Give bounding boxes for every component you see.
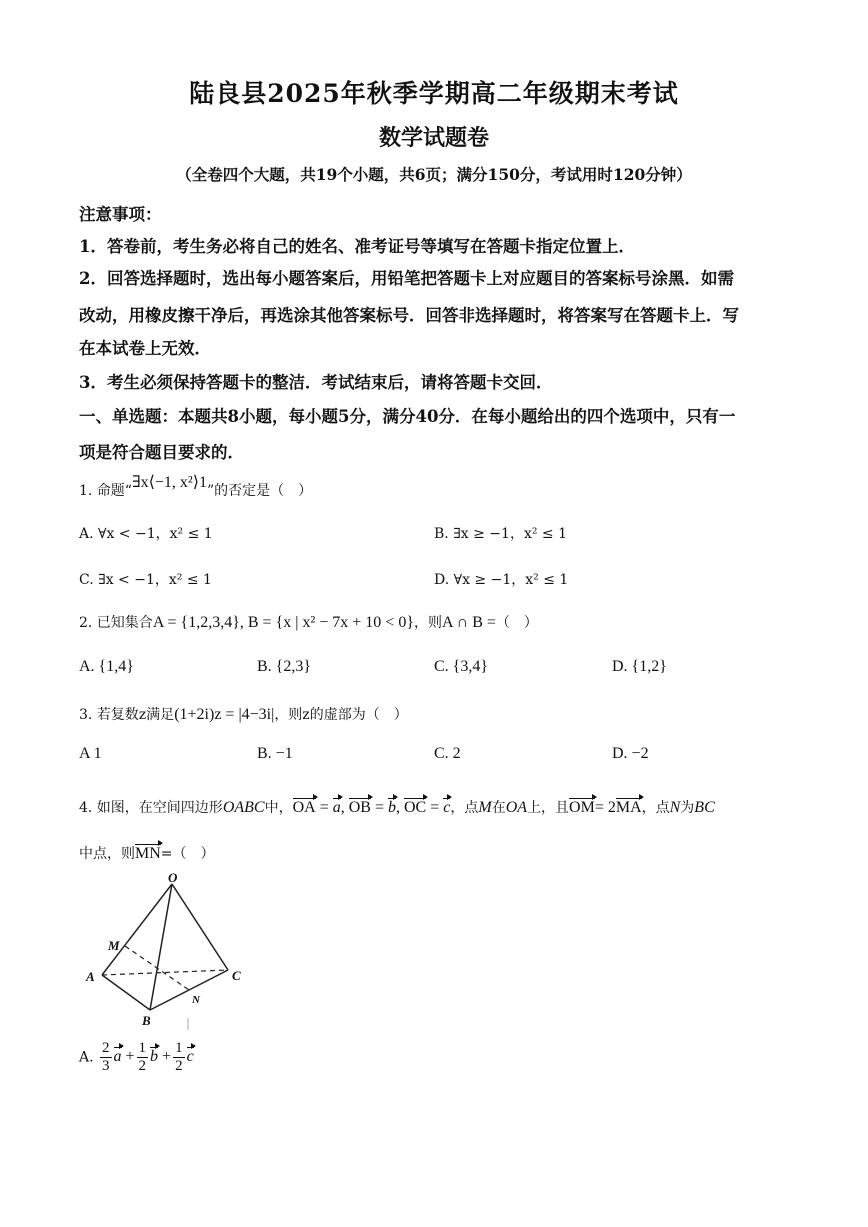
question-3-suffix: ，则z的虚部为（ ） [274,707,408,723]
question-1-option-d: D. ∀x ≥ −1，x² ≤ 1 [434,572,569,588]
segment-bc: BC [694,799,715,816]
question-4-text-h: 中点，则 [79,846,135,862]
question-1-prefix: 1. 命题“ [79,483,132,499]
question-3-option-d: D. −2 [612,745,649,762]
label-a: A [86,969,95,984]
question-2-option-d: D. {1,2} [612,658,667,675]
label-c: C [232,968,241,983]
question-4-text-e: 上，且 [527,800,570,816]
question-1-option-b: B. ∃x ≥ −1，x² ≤ 1 [434,526,567,542]
edge-oa [102,884,172,975]
notice-item-1: 1．答卷前，考生务必将自己的姓名、准考证号等填写在答题卡指定位置上． [79,237,635,256]
vector-ob: OB [348,799,371,816]
question-4-line-2 [79,843,215,863]
edge-oc [172,884,228,970]
vector-c: c [443,799,451,816]
question-2-option-a: A. {1,4} [79,658,134,675]
question-3-option-a: A 1 [79,745,102,762]
vector-oc: OC [404,799,427,816]
question-4-text-i: =（ ） [160,846,215,862]
section-1-line-1: 一、单选题：本题共8小题，每小题5分，满分40分．在每小题给出的四个选项中，只有一 [79,407,736,426]
notice-item-2-line-3: 在本试卷上无效． [79,339,211,358]
question-3-prefix: 3. 若复数z满足 [79,707,175,723]
notice-heading: 注意事项： [79,205,162,224]
exam-subject: 数学试题卷 [378,125,489,151]
question-2: 2. 已知集合A = {1,2,3,4}, B = {x | x² − 7x + 10 < 0}，则A ∩ B =（ ） [79,614,538,631]
question-2-option-b: B. {2,3} [257,658,312,675]
label-b: B [142,1013,151,1028]
question-3-option-c: C. 2 [434,745,461,762]
question-4-option-a [79,1040,194,1075]
question-4-text-f: ，点 [641,800,670,816]
point-m: M [478,799,492,816]
question-4-text-d: 在 [491,800,506,816]
vector-om: OM [569,799,595,816]
vector-ma: MA [615,799,642,816]
exam-title: 陆良县2025年秋季学期高二年级期末考试 [189,79,679,108]
question-1 [79,474,313,500]
question-2-set-b: B = {x | x² − 7x + 10 < 0} [247,614,414,631]
question-4-text-a: 4. 如图，在空间四边形 [79,800,223,816]
question-3-option-b: B. −1 [257,745,293,762]
question-4-text-c: ，点 [450,800,479,816]
vector-a: a [332,799,341,816]
notice-item-3: 3．考生必须保持答题卡的整洁．考试结束后，请将答题卡交回． [79,373,553,392]
equals-two: = 2 [594,799,616,816]
edge-bc [150,970,228,1010]
notice-item-2-line-2: 改动，用橡皮擦干净后，再选涂其他答案标号．回答非选择题时，将答案写在答题卡上．写 [79,306,739,325]
question-4-text-b: 中， [264,800,293,816]
section-1-line-2: 项是符合题目要求的． [79,443,244,462]
question-3-expression: (1+2i)z = |4−3i| [174,706,275,723]
notice-item-2-line-1: 2．回答选择题时，选出每小题答案后，用铅笔把答题卡上对应题目的答案标号涂黑．如需 [79,269,734,288]
edge-ac-hidden [102,970,228,975]
edge-ob [150,884,172,1010]
edge-ab [102,975,150,1010]
segment-mn-hidden [125,946,189,990]
question-4-option-a-label: A. [79,1049,94,1066]
question-1-suffix: ”的否定是（ ） [206,483,313,499]
vector-b: b [388,799,396,816]
question-1-option-c: C. ∃x < −1，x² ≤ 1 [79,572,212,588]
vector-mn: MN [135,845,161,862]
label-o: O [168,870,178,885]
exam-info: （全卷四个大题，共19个小题，共6页；满分150分，考试用时120分钟） [176,165,692,184]
label-n: N [192,994,200,1006]
point-n: N [669,799,681,816]
question-2-set-a: A = {1,2,3,4} [152,614,240,631]
question-1-expression: ∃x⟨−1, x²⟩1 [131,474,207,491]
question-2-mid: ，则 [414,615,442,631]
question-4-option-a-expr: $\frac{2}{3}$ a + $\frac{1}{2}$ b + $\frac{1}{2}$ c [102,1040,194,1074]
question-3 [79,704,408,724]
question-4-oabc: OABC [222,799,265,816]
question-2-suffix: （ ） [495,615,538,631]
question-4-line-1: 4. 如图，在空间四边形OABC中，OA = a, OB = b, OC = c，点M在OA上，且OM= 2MA，点N为BC [79,799,715,816]
question-2-option-c: C. {3,4} [434,658,489,675]
question-4-text-g: 为 [680,800,695,816]
segment-oa: OA [505,799,528,816]
vector-oa: OA [292,799,316,816]
question-1-option-a: A. ∀x < −1，x² ≤ 1 [79,526,213,542]
question-2-expression: A ∩ B = [442,614,496,631]
label-m: M [108,938,120,953]
tetrahedron-figure [80,870,260,1040]
question-2-prefix: 2. 已知集合 [79,615,153,631]
